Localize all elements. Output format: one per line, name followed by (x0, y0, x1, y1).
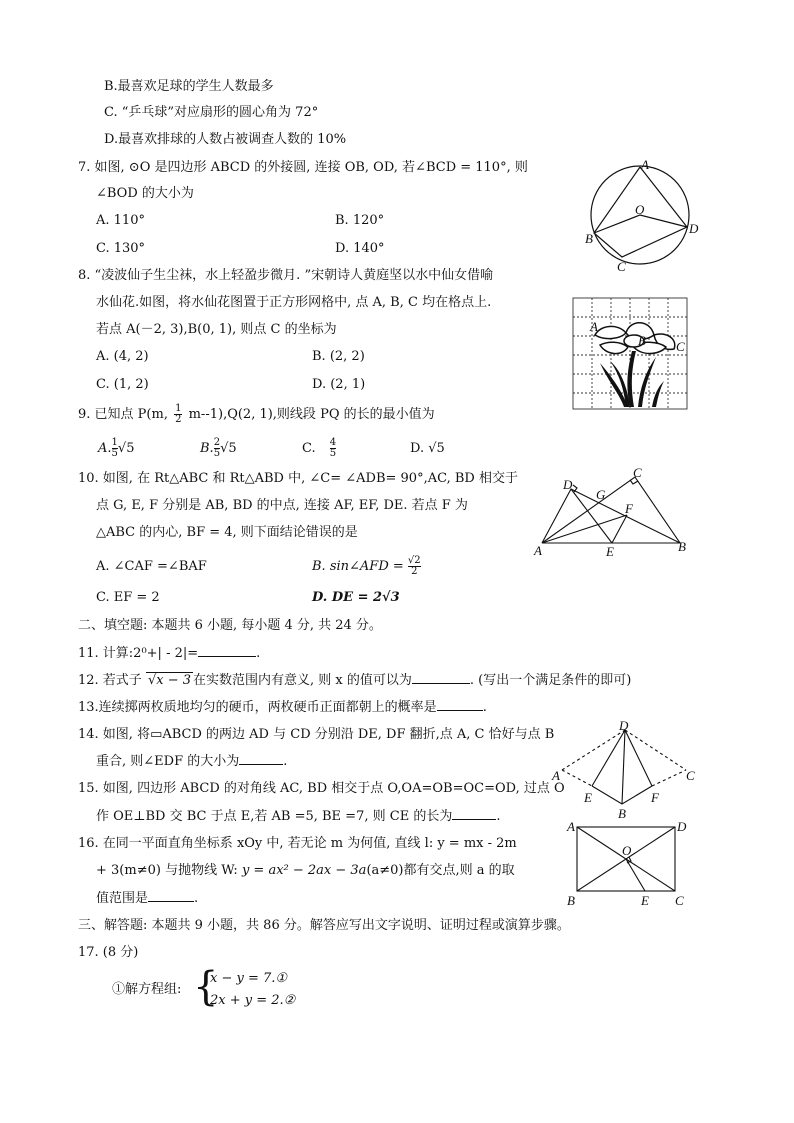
q16-stem-line2 (96, 862, 515, 880)
q14-stem-line1: 14. 如图, 将▭ABCD 的两边 AD 与 CD 分别沿 DE, DF 翻折,点 A, C 恰好与点 B (78, 727, 555, 742)
rect-label-e: E (641, 893, 649, 907)
q9-option-a-root: √5 (117, 441, 135, 456)
q16-parabola-equation: y = ax² − 2ax − 3a (241, 863, 367, 878)
q16-stem-line3 (96, 889, 198, 908)
kite-label-a: A (552, 768, 560, 783)
q10-option-c: C. EF = 2 (96, 590, 160, 605)
circle-label-o: O (635, 202, 645, 217)
q17-part1-label: ①解方程组: (112, 982, 182, 997)
q10-option-b-fraction (408, 556, 421, 577)
folded-parallelogram-figure (548, 718, 698, 822)
q15-period: . (496, 809, 501, 824)
q8-option-c: C. (1, 2) (96, 377, 149, 392)
q7-stem-line2: ∠BOD 的大小为 (96, 186, 194, 201)
tri-label-e: E (606, 544, 614, 559)
q9-option-d: D. √5 (410, 441, 445, 456)
circle-label-a: A (641, 157, 649, 172)
q6-option-d: D.最喜欢排球的人数占被调查人数的 10% (104, 132, 347, 147)
q9-option-b (200, 438, 237, 459)
q12-answer-blank (412, 671, 470, 684)
q14-text: 重合, 则∠EDF 的大小为 (96, 754, 240, 769)
q10-stem-line2: 点 G, E, F 分别是 AB, BD 的中点, 连接 AF, EF, DE. 若点 F 为 (96, 498, 468, 513)
narcissus-grid-figure (570, 295, 690, 413)
rect-label-d: D (677, 819, 687, 834)
q9-stem-part2: m--1),Q(2, 1),则线段 PQ 的长的最小值为 (188, 407, 435, 422)
q13-answer-blank (437, 698, 483, 711)
rect-label-o: O (622, 843, 632, 858)
tri-label-f: F (625, 501, 633, 516)
q16-text-part2: (a≠0)都有交点,则 a 的取 (366, 863, 515, 878)
kite-label-b: B (618, 806, 626, 821)
q17-heading: 17. (8 分) (78, 945, 139, 960)
q11-period: . (256, 646, 261, 661)
q6-option-b: B.最喜欢足球的学生人数最多 (104, 79, 274, 94)
q12-radical: √x − 3 (147, 673, 191, 688)
q7-option-c: C. 130° (96, 241, 146, 256)
circle-label-c: C (617, 259, 626, 274)
q11-answer-blank (198, 644, 256, 657)
q12-text-part2: 在实数范围内有意义, 则 x 的值可以为 (193, 673, 412, 688)
q10-stem-line3: △ABC 的内心, BF = 4, 则下面结论错误的是 (96, 525, 358, 540)
q8-option-a: A. (4, 2) (96, 349, 149, 364)
q9-option-b-den: 5 (213, 448, 221, 459)
q9-option-b-root: √5 (220, 441, 237, 456)
q15-stem-line1: 15. 如图, 四边形 ABCD 的对角线 AC, BD 相交于点 O,OA=OB=OC=OD, 过点 O (78, 781, 565, 796)
q9-fraction-den: 2 (175, 414, 182, 425)
q9-option-c-fraction (330, 438, 336, 459)
flower-label-b: B (638, 333, 646, 348)
kite-label-c: C (686, 768, 695, 783)
q9-option-a-num: 1 (111, 437, 118, 448)
circle-label-b: B (585, 231, 593, 246)
q8-stem-line3: 若点 A(－2, 3),B(0, 1), 则点 C 的坐标为 (96, 322, 337, 337)
q14-answer-blank (239, 752, 283, 765)
q10-option-b-text: B. sin∠AFD = (312, 559, 404, 574)
q9-fraction-num: 1 (175, 403, 182, 414)
q7-option-a: A. 110° (96, 213, 145, 228)
q16-stem-line1: 16. 在同一平面直角坐标系 xOy 中, 若无论 m 为何值, 直线 l: y = mx - 2m (78, 836, 517, 851)
q9-option-c-num: 4 (329, 437, 337, 448)
q9-option-c-den: 5 (329, 448, 337, 459)
kite-label-f: F (651, 790, 659, 805)
q11-text: 11. 计算:2⁰+| - 2|= (78, 646, 199, 661)
q11 (78, 644, 260, 663)
q15-answer-blank (452, 807, 496, 820)
q17-equation-2: 2x + y = 2.② (210, 993, 296, 1008)
section-3-heading: 三、解答题: 本题共 9 小题，共 86 分。解答应写出文字说明、证明过程或演算步骤。 (78, 918, 570, 933)
q9-option-b-num: 2 (213, 437, 221, 448)
rect-label-a: A (567, 819, 575, 834)
q16-period: . (194, 891, 199, 906)
flower-label-a: A (590, 319, 598, 334)
q9-option-a-letter: A. (98, 441, 112, 456)
q10-option-b-num: √2 (407, 555, 421, 566)
q7-stem-line1: 7. 如图, ⊙O 是四边形 ABCD 的外接圆, 连接 OB, OD, 若∠BCD = 110°, 则 (78, 160, 528, 175)
q9-option-c-letter: C. (302, 441, 316, 456)
kite-label-d: D (619, 718, 629, 733)
q8-option-b: B. (2, 2) (312, 349, 365, 364)
rect-label-b: B (567, 893, 575, 907)
circle-label-d: D (689, 221, 699, 236)
tri-label-d: D (563, 477, 573, 492)
q9-fraction (174, 404, 182, 425)
q10-option-b (312, 556, 421, 577)
q9-option-c (302, 438, 336, 459)
q7-option-b: B. 120° (335, 213, 385, 228)
q9-stem-part1: 9. 已知点 P(m, (78, 407, 168, 422)
q9-option-b-letter: B. (200, 441, 214, 456)
q12 (78, 671, 631, 690)
q10-option-d: D. DE = 2√3 (312, 590, 400, 605)
tri-label-c: C (633, 465, 642, 480)
q13-text: 13.连续掷两枚质地均匀的硬币，两枚硬币正面都朝上的概率是 (78, 700, 437, 715)
q16-text-part1: + 3(m≠0) 与抛物线 W: (96, 863, 238, 878)
tri-label-g: G (596, 487, 606, 502)
right-triangles-figure (532, 465, 692, 560)
q14-period: . (283, 754, 288, 769)
q7-option-d: D. 140° (335, 241, 385, 256)
q15-stem-line2 (96, 807, 500, 826)
q9-option-a-den: 5 (111, 448, 118, 459)
q10-stem-line1: 10. 如图, 在 Rt△ABC 和 Rt△ABD 中, ∠C= ∠ADB= 90°,AC, BD 相交于 (78, 471, 518, 486)
tri-label-a: A (534, 543, 542, 558)
rect-label-c: C (675, 893, 684, 907)
q12-text-part3: . (写出一个满足条件的即可) (469, 673, 632, 688)
rectangle-diagonals-figure (563, 815, 693, 907)
q6-option-c: C. “乒乓球”对应扇形的圆心角为 72° (104, 105, 319, 120)
q15-text: 作 OE⊥BD 交 BC 于点 E,若 AB =5, BE =7, 则 CE 的长为 (96, 809, 453, 824)
q17-system-brace: { (193, 964, 219, 1010)
q13 (78, 698, 487, 717)
q8-option-d: D. (2, 1) (312, 377, 366, 392)
kite-label-e: E (584, 790, 592, 805)
q16-text: 值范围是 (96, 891, 149, 906)
q13-period: . (482, 700, 487, 715)
q17-equation-1: x − y = 7.① (210, 971, 288, 986)
q8-stem-line2: 水仙花.如图，将水仙花图置于正方形网格中, 点 A, B, C 均在格点上. (96, 295, 492, 310)
q10-option-a: A. ∠CAF =∠BAF (96, 559, 207, 574)
q12-text-part1: 12. 若式子 (78, 673, 142, 688)
q9-stem (78, 404, 435, 425)
q9-option-a (98, 438, 134, 459)
circle-quadrilateral-figure (583, 157, 703, 277)
section-2-heading: 二、填空题: 本题共 6 小题, 每小题 4 分, 共 24 分。 (78, 618, 382, 633)
q10-option-b-den: 2 (411, 566, 418, 577)
flower-label-c: C (676, 339, 685, 354)
tri-label-b: B (678, 539, 686, 554)
q16-answer-blank (148, 889, 194, 902)
q14-stem-line2 (96, 752, 287, 771)
q8-stem-line1: 8. “凌波仙子生尘袜，水上轻盈步微月. ”宋朝诗人黄庭坚以水中仙女借喻 (78, 268, 494, 283)
